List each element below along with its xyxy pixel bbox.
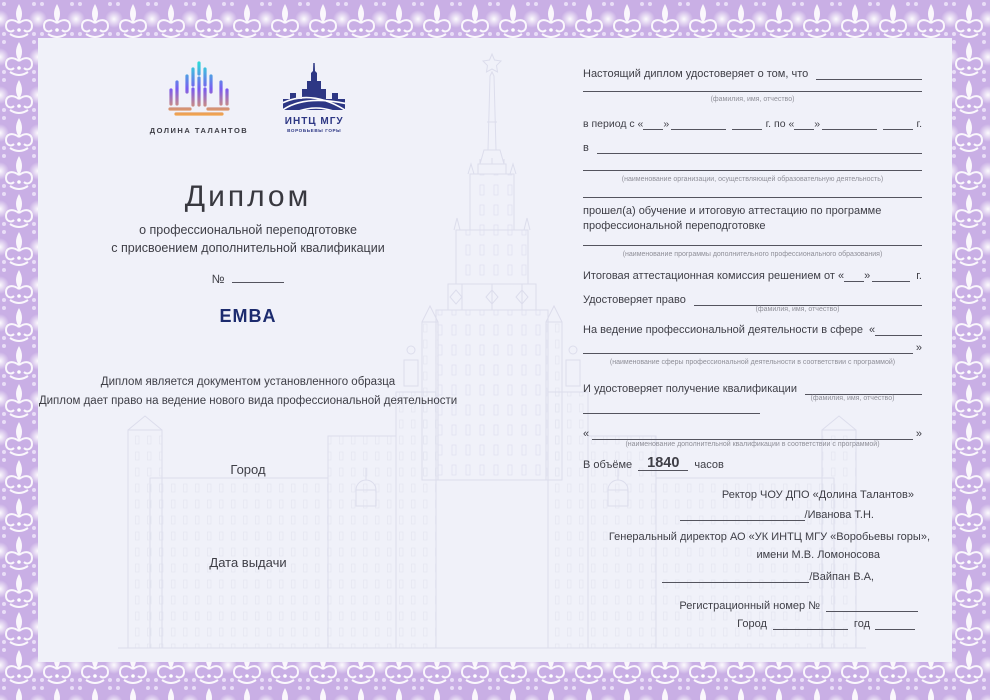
number-blank-line	[232, 271, 284, 283]
intc-msu-logo-sublabel: ВОРОБЬЕВЫ ГОРЫ	[287, 128, 342, 133]
talent-valley-logo	[150, 60, 248, 135]
year-abbrev: г.	[916, 118, 922, 130]
sphere-label: На ведение профессиональной деятельности в сфере	[583, 324, 864, 336]
fio-caption: (фамилия, имя, отчество)	[710, 96, 795, 103]
program-name: EMBA	[219, 306, 277, 326]
fio-caption: (фамилия, имя, отчество)	[755, 306, 840, 313]
gendir-title: Генеральный директор АО «УК ИНТЦ МГУ «Воробьевы горы»,	[608, 531, 930, 543]
logos-row	[38, 60, 458, 135]
intc-msu-logo	[282, 60, 346, 133]
rector-title-line	[583, 489, 922, 501]
gendir-title-2: имени М.В. Ломоносова	[756, 549, 880, 561]
intc-msu-logo-label: ИНТЦ МГУ	[284, 116, 344, 127]
talent-valley-logo-label: ДОЛИНА ТАЛАНТОВ	[149, 126, 249, 135]
gendir-title-line	[583, 531, 930, 543]
blank-line	[583, 340, 913, 354]
blank-line	[816, 66, 922, 80]
blank-line	[597, 140, 922, 154]
qualification-label: И удостоверяет получение квалификации	[583, 383, 797, 395]
blank-line	[583, 413, 760, 414]
quote-close: »	[663, 118, 670, 130]
blank-line	[794, 116, 814, 130]
sphere-caption: (наименование сферы профессиональной деятельности в соответствии с программой)	[609, 359, 896, 366]
hours-value: 1840	[638, 456, 688, 471]
certifies-line	[583, 66, 922, 80]
blank-line	[826, 598, 918, 612]
certify-right-line	[583, 292, 922, 306]
registration-number-line	[583, 598, 922, 612]
quote-close: »	[814, 118, 821, 130]
blank-line	[872, 268, 910, 282]
city-label: Город	[230, 462, 266, 477]
right-column	[583, 0, 930, 700]
volume-line	[583, 456, 922, 471]
qualification-quote-line	[583, 426, 922, 440]
qualification-line	[583, 381, 922, 395]
blank-line	[822, 116, 876, 130]
blank-line	[583, 197, 922, 198]
passed-text-1: прошел(а) обучение и итоговую аттестацию по программе	[583, 205, 882, 217]
year-abbrev: г.	[916, 270, 922, 282]
blank-line	[583, 91, 922, 92]
sphere-line	[583, 322, 922, 336]
city-year-line	[583, 616, 922, 630]
blank-line	[583, 170, 922, 171]
registration-label: Регистрационный номер №	[679, 600, 820, 612]
certifies-label: Настоящий диплом удостоверяет о том, что	[583, 68, 809, 80]
blank-line	[671, 116, 725, 130]
blank-line	[732, 116, 762, 130]
diploma-note-1: Диплом является документом установленного образца	[100, 376, 396, 388]
organization-caption: (наименование организации, осуществляющей образовательную деятельность)	[621, 176, 884, 183]
blank-line	[875, 616, 915, 630]
in-label: в	[583, 142, 589, 154]
registration-city-label: Город	[737, 618, 767, 630]
passed-line-1	[583, 205, 922, 217]
rector-title: Ректор ЧОУ ДПО «Долина Талантов»	[721, 489, 914, 501]
gendir-title-line-2	[583, 549, 922, 561]
rector-signature-line	[583, 507, 922, 521]
passed-line-2	[583, 220, 922, 232]
signature-blank-line	[662, 569, 809, 583]
commission-line	[583, 268, 922, 282]
program-caption: (наименование программы дополнительного профессионального образования)	[622, 251, 883, 258]
diploma-note-2: Диплом дает право на ведение нового вида профессиональной деятельности	[38, 395, 458, 407]
quote-open: «	[869, 324, 876, 336]
blank-line	[844, 268, 864, 282]
blank-line	[805, 381, 922, 395]
blank-line	[694, 292, 922, 306]
quote-open: «	[583, 428, 590, 440]
blank-line	[592, 426, 913, 440]
commission-label: Итоговая аттестационная комиссия решением от «	[583, 270, 845, 282]
quote-close: »	[915, 428, 922, 440]
period-from-label: в период с «	[583, 118, 644, 130]
issue-date-label: Дата выдачи	[209, 555, 287, 570]
diploma-number-row	[38, 271, 458, 286]
talent-valley-logo-icon	[167, 60, 231, 118]
quote-close: »	[864, 270, 871, 282]
period-to-label: г. по «	[765, 118, 795, 130]
gendir-name: /Вайпан В.А,	[809, 571, 874, 583]
blank-line	[643, 116, 663, 130]
intc-msu-logo-icon	[282, 60, 346, 112]
certify-right-label: Удостоверяет право	[583, 294, 686, 306]
registration-year-label: год	[853, 618, 870, 630]
quote-close: »	[915, 342, 922, 354]
volume-prefix: В объёме	[583, 459, 633, 471]
volume-suffix: часов	[694, 459, 724, 471]
passed-text-2: профессиональной переподготовке	[583, 220, 766, 232]
blank-line	[883, 116, 913, 130]
diploma-subtitle-1: о профессиональной переподготовке	[139, 223, 357, 237]
fio-caption: (фамилия, имя, отчество)	[810, 395, 895, 402]
gendir-signature-line	[583, 569, 922, 583]
signature-blank-line	[680, 507, 805, 521]
diploma-subtitle-2: с присвоением дополнительной квалификации	[111, 241, 385, 255]
sphere-blank-line	[583, 340, 922, 354]
number-sign: №	[211, 272, 225, 286]
blank-line	[583, 245, 922, 246]
qualification-caption: (наименование дополнительной квалификации в соответствии с программой)	[625, 441, 880, 448]
blank-line	[773, 616, 848, 630]
left-column	[38, 0, 458, 700]
organization-line	[583, 140, 922, 154]
period-line	[583, 116, 922, 130]
diploma-title: Диплом	[184, 180, 312, 213]
blank-line	[875, 322, 922, 336]
rector-name: /Иванова Т.Н.	[804, 509, 874, 521]
